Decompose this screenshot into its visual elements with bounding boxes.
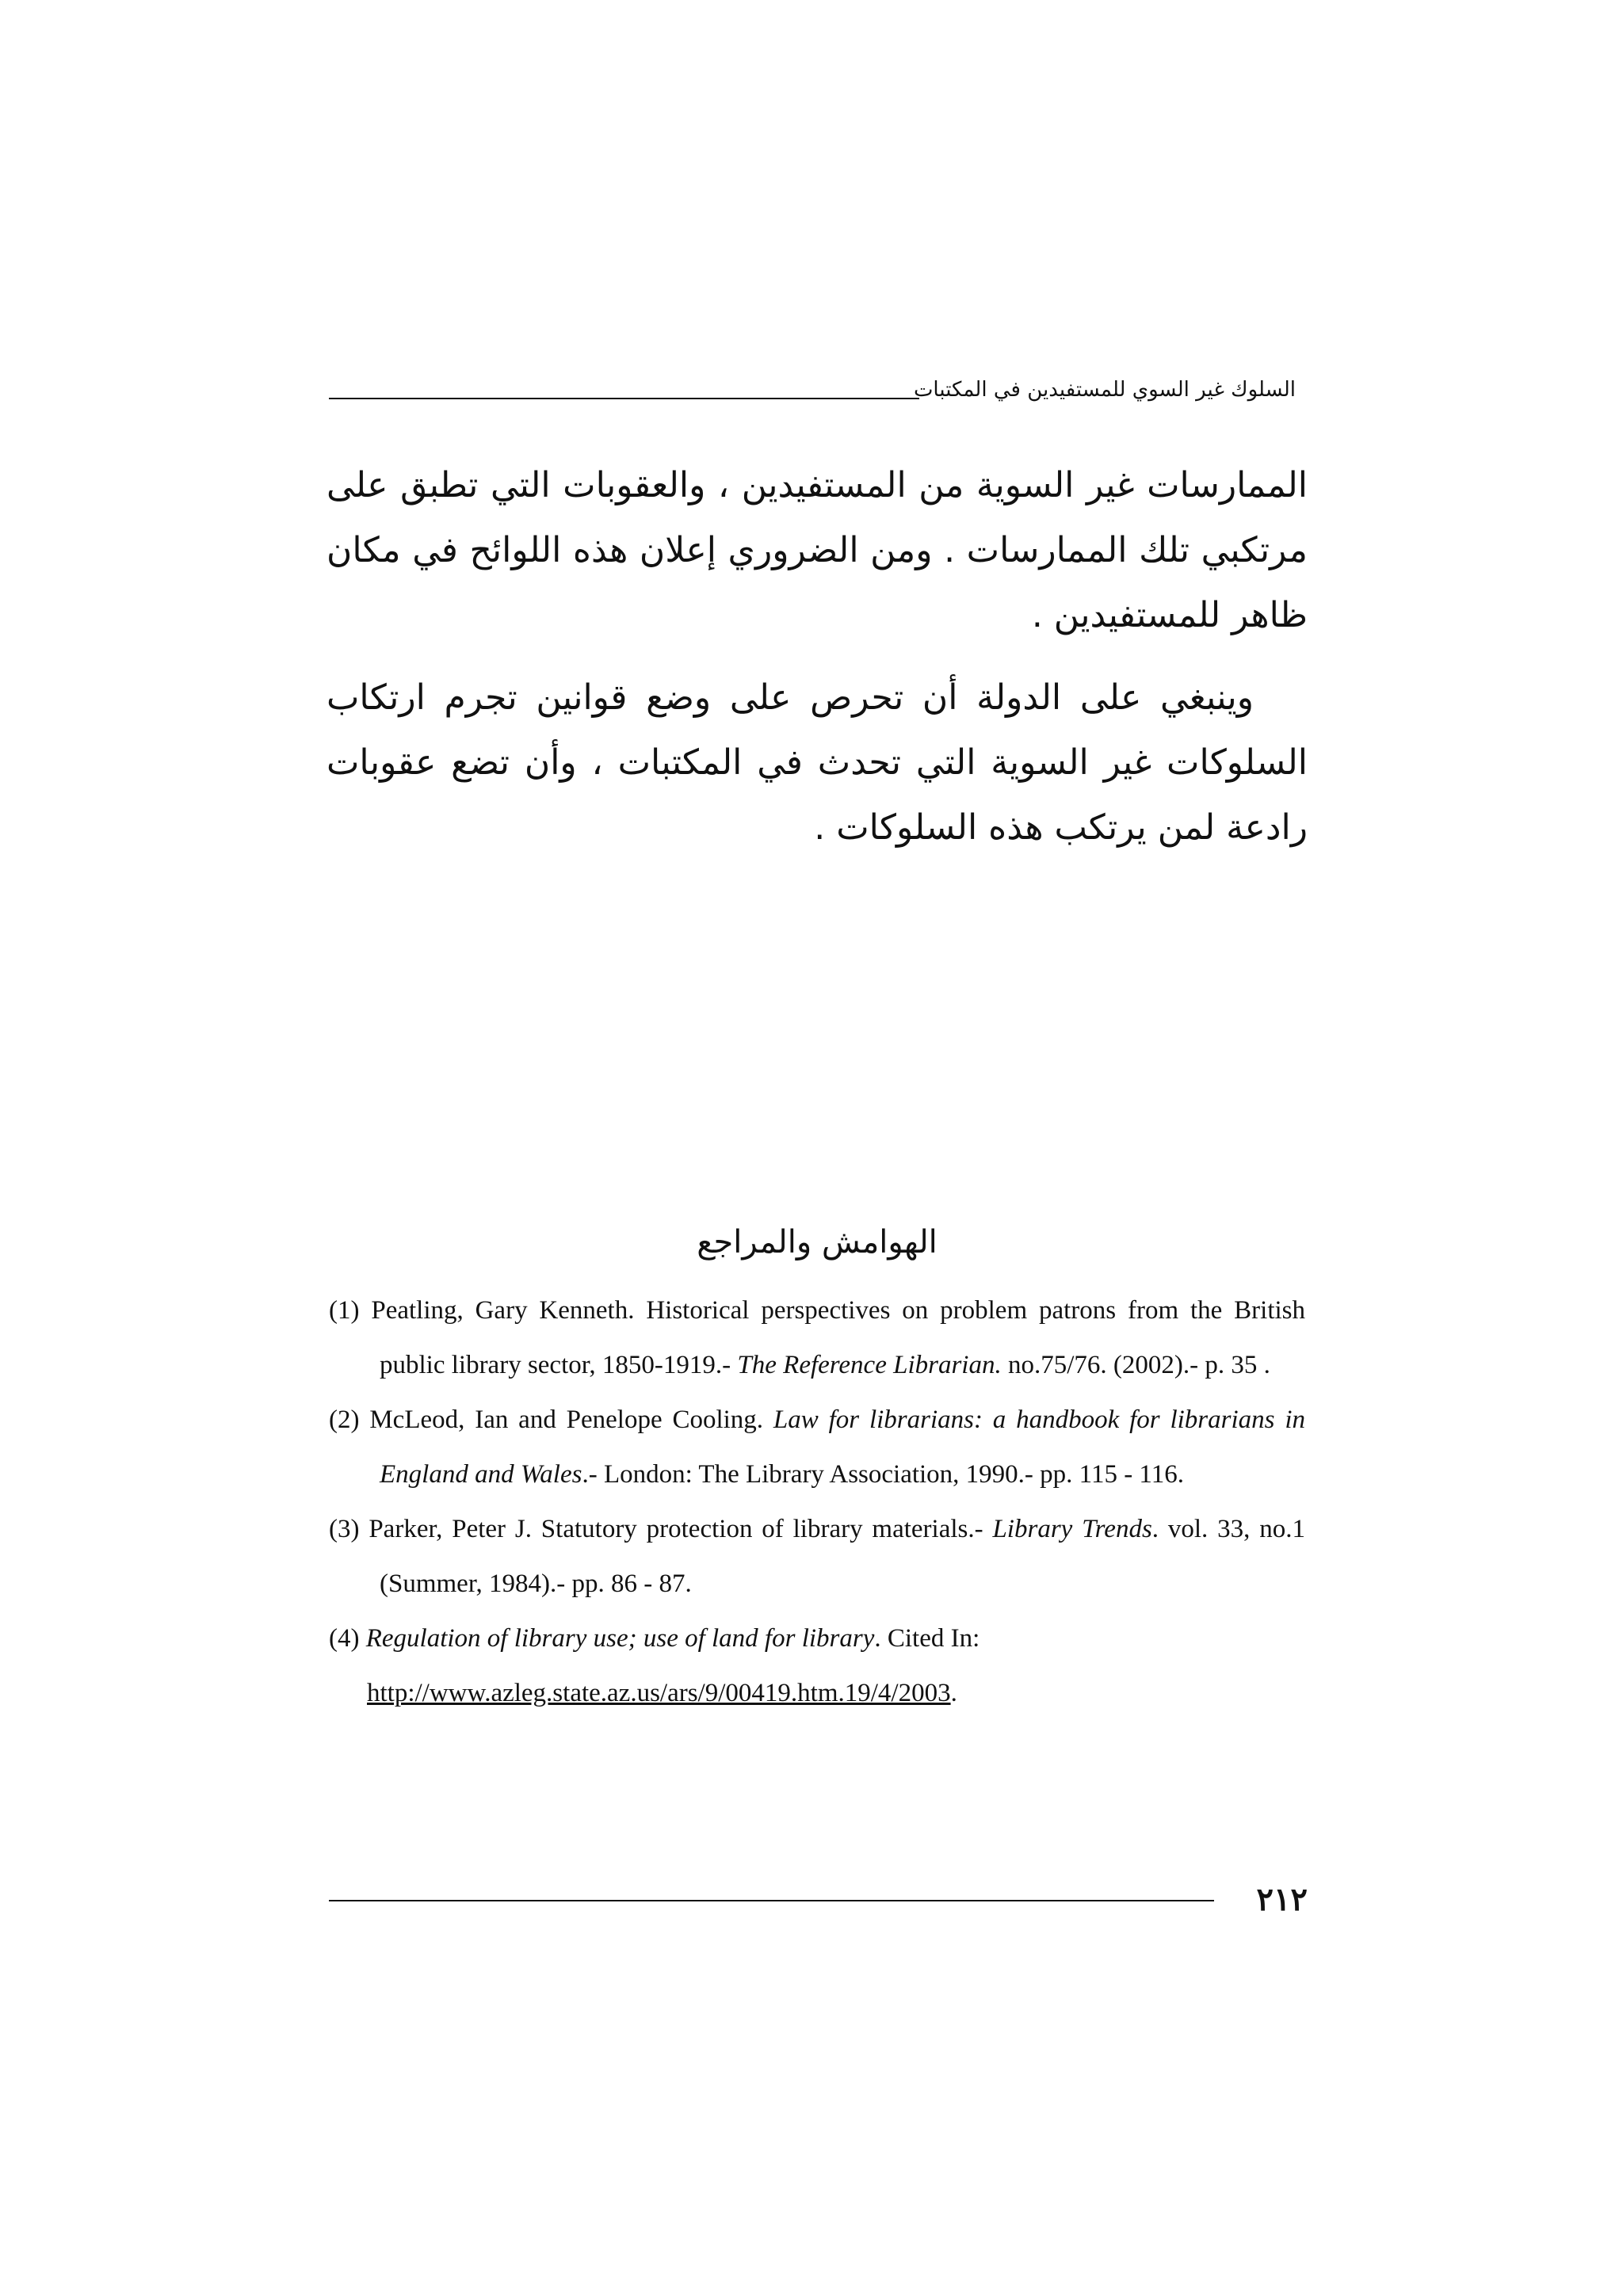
header-rule [329,398,919,399]
body-paragraph: وينبغي على الدولة أن تحرص على وضع قوانين تجرم ارتكاب السلوكات غير السوية التي تحدث في المكتبات ، وأن تضع عقوبات رادعة لمن يرتكب هذه السلوكات . [327,677,1308,848]
reference-title: Regulation of library use; use of land for library [365,1624,875,1653]
page-number: ٢١٢ [1256,1881,1308,1918]
reference-number: (3) [329,1515,360,1543]
reference-number: (2) [329,1405,360,1434]
running-header [329,374,1296,406]
body-paragraph: الممارسات غير السوية من المستفيدين ، والعقوبات التي تطبق على مرتكبي تلك الممارسات . ومن الضروري إعلان هذه اللوائح في مكان ظاهر للمستفيدين . [327,465,1308,635]
reference-number: (1) [329,1296,360,1325]
reference-text: no.75/76. (2002).- p. 35 . [1001,1351,1270,1379]
reference-journal: Library Trends [992,1515,1152,1543]
reference-item [329,1611,1305,1666]
reference-url-suffix: . [950,1679,957,1707]
running-header-title: السلوك غير السوي للمستفيدين في المكتبات [913,378,1296,402]
references-list-body [329,1283,1305,1721]
reference-text: . vol. 33, no.1 (Summer, 1984).- pp. 86 - 87. [380,1515,1305,1598]
reference-text: McLeod, Ian and Penelope Cooling. [369,1405,773,1434]
reference-text: Peatling, Gary Kenneth. Historical perspectives on problem patrons from the British public library sector, 1850-1919.- [371,1296,1305,1379]
reference-number: (4) [329,1624,360,1653]
reference-text: Parker, Peter J. Statutory protection of library materials.- [369,1515,993,1543]
body-text [327,453,1308,860]
reference-text: .- London: The Library Association, 1990.- pp. 115 - 116. [582,1460,1184,1489]
reference-url-link[interactable]: http://www.azleg.state.az.us/ars/9/00419.htm.19/4/2003 [367,1679,951,1707]
reference-item [329,1502,1305,1611]
reference-journal: The Reference Librarian. [737,1351,1002,1379]
reference-title: Law for librarians: a handbook for librarians in England and Wales [380,1405,1306,1489]
footer-rule [329,1900,1214,1901]
reference-item [329,1393,1305,1502]
reference-text: . Cited In: [874,1624,980,1653]
reference-url-line [329,1666,1305,1721]
references-heading: الهوامش والمراجع [697,1224,938,1261]
reference-item [329,1283,1305,1393]
